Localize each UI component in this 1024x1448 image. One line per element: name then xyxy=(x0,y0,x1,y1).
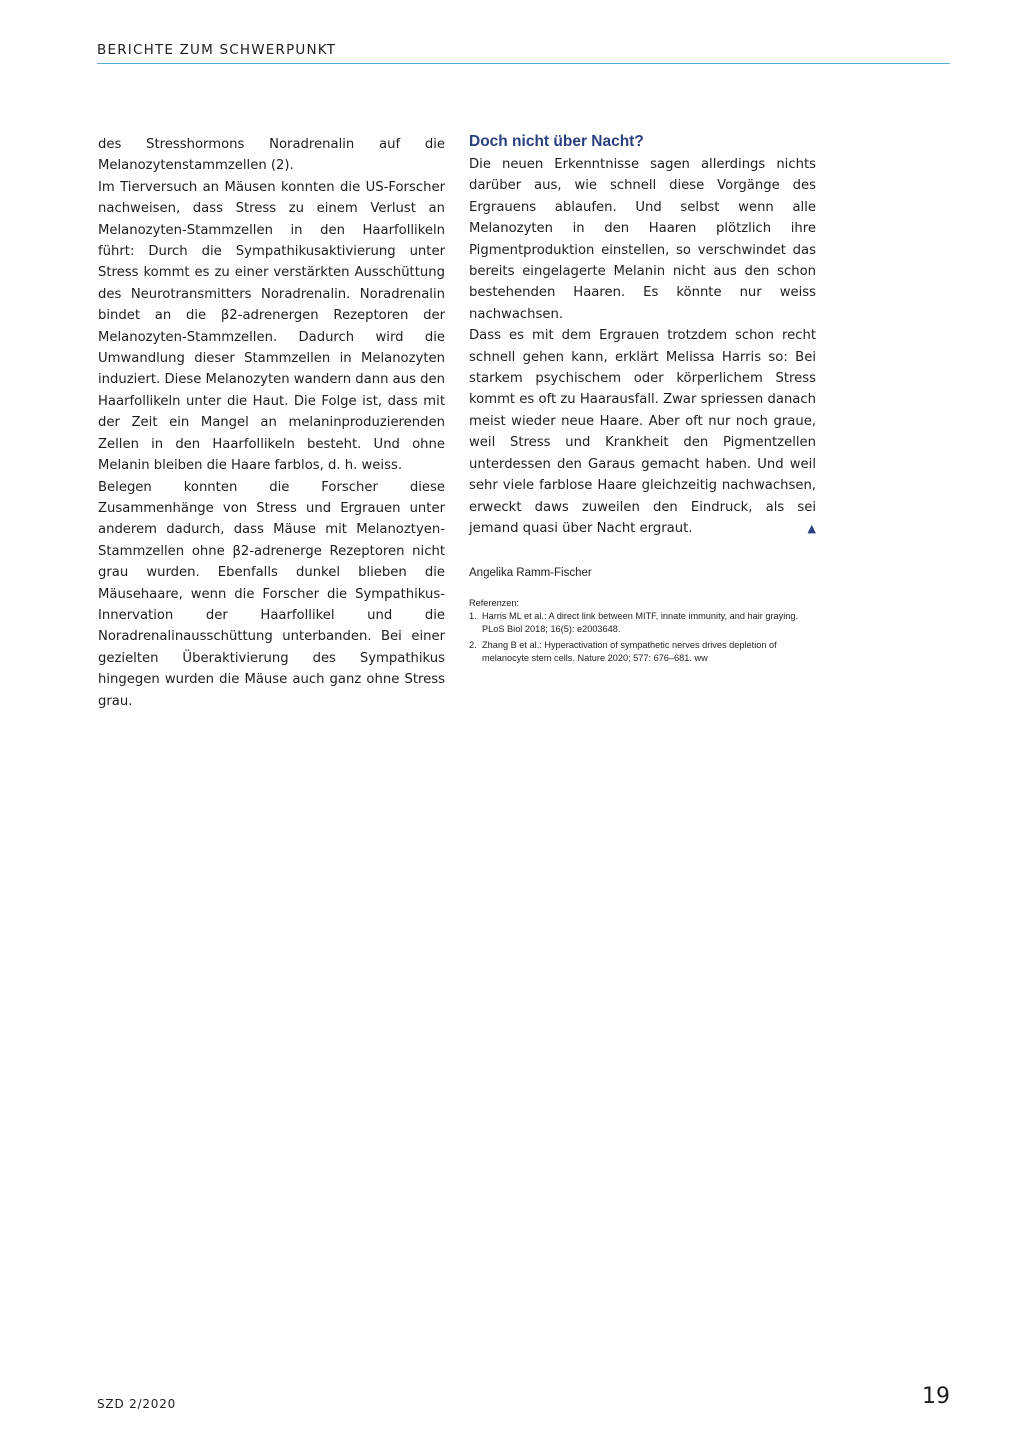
journal-issue: SZD 2/2020 xyxy=(97,1397,177,1411)
paragraph: Dass es mit dem Ergrauen trotzdem schon recht schnell gehen kann, erklärt Melissa Harris so: Bei starkem psychischem oder körperlichem Stress kommt es oft zu Haarausfall. Zwar spriessen danach meist wieder neue Haare. Aber oft nur noch graue, weil Stress und Krankheit den Pigmentzellen unterdessen den Garaus gemacht haben. Und weil sehr viele farblose Haare gleichzeitig nachwachsen, erweckt daws zuweilen den Eindruck, als sei jemand quasi über Nacht ergraut. xyxy=(469,328,816,536)
article-end-triangle-icon: ▲ xyxy=(807,521,816,535)
references-list xyxy=(469,610,816,665)
paragraph: des Stresshormons Noradrenalin auf die Melanozytenstammzellen (2). xyxy=(98,137,445,174)
page-number: 19 xyxy=(922,1384,950,1409)
running-header: BERICHTE ZUM SCHWERPUNKT xyxy=(97,42,337,58)
reference-text: Zhang B et al.: Hyperactivation of sympathetic nerves drives depletion of melanocyte stem cells. Nature 2020; 577: 676–681. ww xyxy=(482,640,777,664)
left-column xyxy=(98,134,445,712)
paragraph: Im Tierversuch an Mäusen konnten die US-Forscher nachweisen, dass Stress zu einem Verlust an Melanozyten-Stammzellen in den Haarfollikeln führt: Durch die Sympathikusaktivierung unter Stress kommt es zu einer verstärkten Ausschüttung des Neurotransmitters Noradrenalin. Noradrenalin bindet an die β2-adrenergen Rezeptoren der Melanozyten-Stammzellen. Dadurch wird die Umwandlung dieser Stammzellen in Melanozyten induziert. Diese Melanozyten wandern dann aus den Haarfollikeln unter die Haut. Die Folge ist, dass mit der Zeit ein Mangel an melaninproduzierenden Zellen in den Haarfollikeln besteht. Und ohne Melanin bleiben die Haare farblos, d. h. weiss. xyxy=(98,179,445,474)
reference-number: 2. xyxy=(469,640,477,651)
header-divider xyxy=(97,63,950,64)
paragraph: Belegen konnten die Forscher diese Zusammenhänge von Stress und Ergrauen unter anderem dadurch, dass Mäuse mit Melanoztyen-Stammzellen ohne β2-adrenerge Rezeptoren nicht grau wurden. Ebenfalls dunkel blieben die Mäusehaare, wenn die Forscher die Sympathikus-Innervation der Haarfollikel und die Noradrenalinausschüttung unterbanden. Bei einer gezielten Überaktivierung des Sympathikus hingegen wurden die Mäuse auch ganz ohne Stress grau. xyxy=(98,479,445,709)
references xyxy=(469,597,816,665)
reference-item xyxy=(469,610,816,636)
right-column xyxy=(469,131,816,668)
paragraph: Die neuen Erkenntnisse sagen allerdings nichts darüber aus, wie schnell diese Vorgänge des Ergrauens ablaufen. Und selbst wenn alle Melanozyten in den Haaren plötzlich ihre Pigmentproduktion einstellen, so verschwindet das bereits eingelagerte Melanin nicht aus den schon bestehenden Haaren. Es könnte nur weiss nachwachsen. xyxy=(469,157,816,322)
reference-item xyxy=(469,639,816,665)
references-title: Referenzen: xyxy=(469,598,520,609)
reference-text: Harris ML et al.: A direct link between MITF, innate immunity, and hair graying. PLoS Biol 2018; 16(5): e2003648. xyxy=(482,611,799,635)
author-name: Angelika Ramm-Fischer xyxy=(469,567,592,580)
reference-number: 1. xyxy=(469,611,477,622)
section-subheading: Doch nicht über Nacht? xyxy=(469,133,644,150)
